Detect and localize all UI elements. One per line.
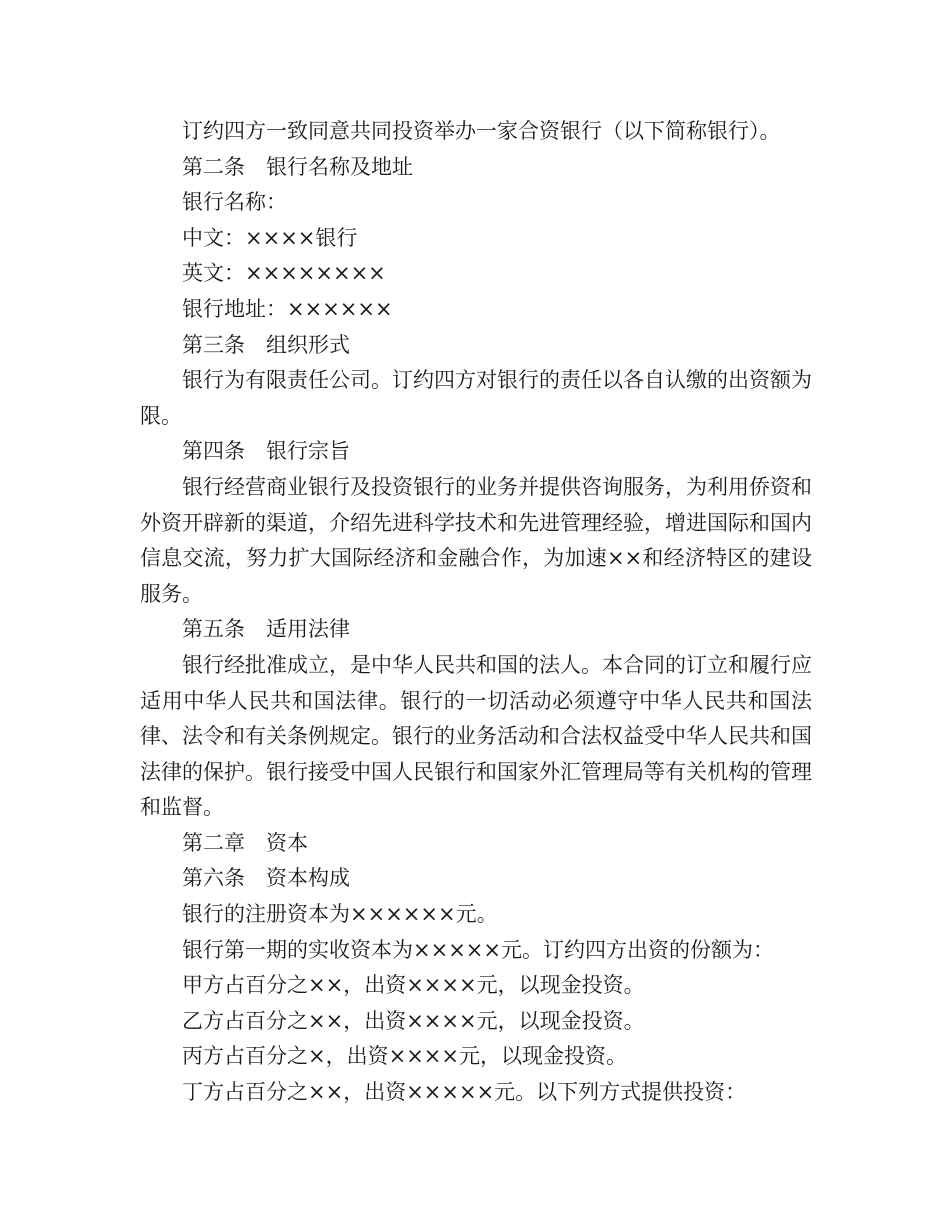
article-2-heading: 第二条 银行名称及地址 bbox=[182, 154, 413, 179]
article-3-heading: 第三条 组织形式 bbox=[182, 332, 350, 357]
article-6-heading: 第六条 资本构成 bbox=[182, 866, 350, 891]
paid-in-capital: 银行第一期的实收资本为×××××元。订约四方出资的份额为： bbox=[182, 937, 774, 962]
article-5-body: 银行经批准成立，是中华人民共和国的法人。本合同的订立和履行应适用中华人民共和国法律。银行的一切活动必须遵守中华人民共和国法律、法令和有关条例规定。银行的业务活动和合法权益受中华人民共和国法律的保护。银行接受中国人民银行和国家外汇管理局等有关机构的管理和监督。 bbox=[140, 652, 812, 820]
party-a-share: 甲方占百分之××，出资××××元，以现金投资。 bbox=[182, 973, 645, 998]
party-b-share: 乙方占百分之××，出资××××元，以现金投资。 bbox=[182, 1008, 645, 1033]
article-4-body: 银行经营商业银行及投资银行的业务并提供咨询服务，为利用侨资和外资开辟新的渠道，介绍先进科学技术和先进管理经验，增进国际和国内信息交流，努力扩大国际经济和金融合作，为加速××和经济特区的建设服务。 bbox=[140, 474, 812, 606]
party-c-share: 丙方占百分之×，出资××××元，以现金投资。 bbox=[182, 1044, 627, 1069]
bank-name-english: 英文：×××××××× bbox=[182, 261, 386, 286]
paragraph-intro: 订约四方一致同意共同投资举办一家合资银行（以下简称银行）。 bbox=[182, 119, 781, 143]
bank-address: 银行地址：×××××× bbox=[182, 296, 393, 321]
registered-capital: 银行的注册资本为××××××元。 bbox=[182, 902, 498, 927]
bank-name-label: 银行名称： bbox=[182, 190, 287, 215]
bank-name-chinese: 中文：××××银行 bbox=[182, 225, 358, 250]
chapter-2-heading: 第二章 资本 bbox=[182, 830, 308, 855]
article-4-heading: 第四条 银行宗旨 bbox=[182, 439, 350, 464]
party-d-share: 丁方占百分之××，出资×××××元。以下列方式提供投资： bbox=[182, 1080, 747, 1105]
document-page bbox=[140, 114, 812, 1111]
article-3-body: 银行为有限责任公司。订约四方对银行的责任以各自认缴的出资额为限。 bbox=[140, 368, 812, 428]
article-5-heading: 第五条 适用法律 bbox=[182, 617, 350, 642]
